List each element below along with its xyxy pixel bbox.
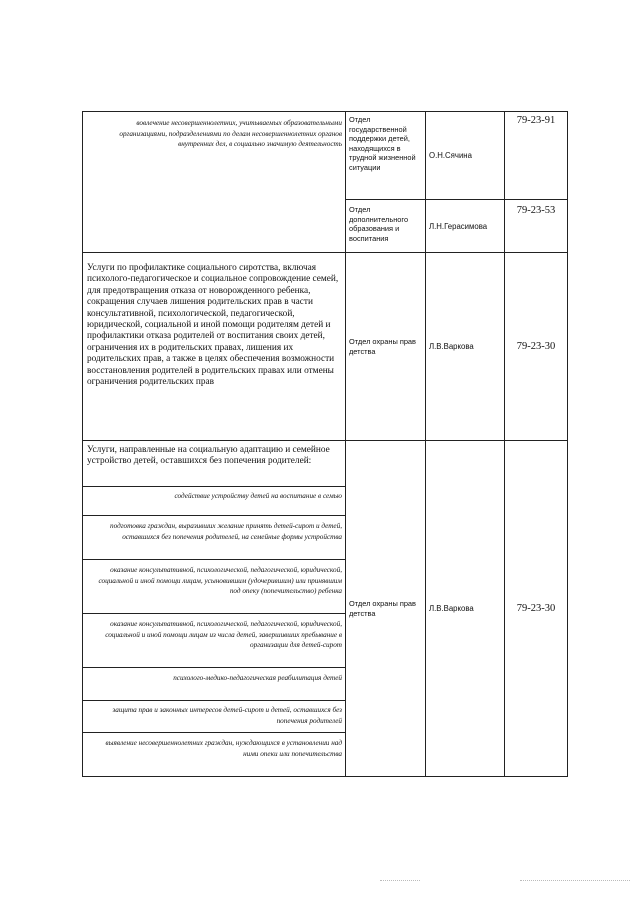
sub-item-cell	[83, 614, 346, 668]
department-cell	[346, 441, 426, 777]
service-heading: Услуги, направленные на социальную адаптацию и семейное устройство детей, оставшихся без попечения родителей:	[87, 445, 330, 467]
phone-text: 79-23-30	[516, 341, 556, 352]
sub-item-cell	[83, 560, 346, 614]
person-text: О.Н.Сячина	[429, 151, 472, 160]
sub-item-text: выявление несовершеннолетних граждан, нуждающихся в установлении над ними опеки или попечительства	[105, 739, 342, 758]
table-row	[83, 441, 568, 487]
table-row	[83, 253, 568, 441]
sub-item-text: содействие устройству детей на воспитание в семью	[174, 492, 342, 500]
department-text: Отдел охраны прав детства	[349, 599, 416, 618]
department-cell	[346, 253, 426, 441]
person-text: Л.В.Варкова	[429, 342, 474, 351]
service-cell	[83, 441, 346, 487]
sub-item-text: подготовка граждан, выразивших желание принять детей-сирот и детей, оставшихся без попечения родителей, на семейные формы устройства	[109, 522, 342, 541]
service-text: Услуги по профилактике социального сиротства, включая психолого-педагогическое и социальное сопровождение семей, для предотвращения отказа от новорожденного ребенка, сокращения случаев лишения родительских прав в части консультативной, психологической, педагогической, юридической, социальной и иной помощи родителям детей и профилактики отказа родителей от воспитания своих детей, ограничения их в родительских правах, лишения их родительских прав, а также в целях обеспечения возможности восстановления родителей в родительских правах или отмены ограничения родительских прав	[87, 263, 339, 388]
services-table	[82, 111, 568, 777]
sub-item-cell	[83, 701, 346, 733]
service-cell	[83, 112, 346, 253]
sub-item-cell	[83, 668, 346, 701]
department-cell	[346, 112, 426, 200]
sub-item-cell	[83, 733, 346, 777]
service-cell	[83, 253, 346, 441]
department-text: Отдел охраны прав детства	[349, 337, 416, 356]
phone-text: 79-23-53	[516, 205, 556, 216]
sub-item-text: оказание консультативной, психологической, педагогической, юридической, социальной и иной помощи лицам, усыновившим (удочерившим) или принявшим под опеку (попечительство) ребенка	[98, 566, 342, 595]
scan-artifact-line	[380, 880, 420, 881]
person-cell	[426, 253, 505, 441]
person-cell	[426, 441, 505, 777]
service-text: вовлечение несовершеннолетних, учитываемых образовательными организациями, подразделениями по делам несовершеннолетних органов внутренних дел, в социально значимую деятельность	[119, 119, 342, 148]
sub-item-cell	[83, 516, 346, 560]
person-text: Л.Н.Герасимова	[429, 221, 488, 231]
sub-item-text: психолого-медико-педагогическая реабилитация детей	[173, 674, 342, 682]
sub-item-text: защита прав и законных интересов детей-сирот и детей, оставшихся без попечения родителей	[112, 706, 342, 725]
table-row	[83, 112, 568, 200]
phone-cell	[505, 200, 568, 253]
person-cell	[426, 112, 505, 200]
department-cell	[346, 200, 426, 253]
department-text: Отдел государственной поддержки детей, находящихся в трудной жизненной ситуации	[349, 115, 416, 172]
phone-text: 79-23-91	[516, 115, 556, 126]
person-cell	[426, 200, 505, 253]
phone-cell	[505, 253, 568, 441]
person-text: Л.В.Варкова	[429, 604, 474, 613]
scan-artifact-line	[520, 880, 630, 881]
phone-text: 79-23-30	[516, 603, 556, 614]
department-text: Отдел дополнительного образования и воспитания	[349, 205, 409, 243]
phone-cell	[505, 441, 568, 777]
sub-item-cell	[83, 487, 346, 516]
sub-item-text: оказание консультативной, психологической, педагогической, юридической, социальной и иной помощи лицам из числа детей, завершивших пребывание в организации для детей-сирот	[105, 620, 342, 649]
phone-cell	[505, 112, 568, 200]
